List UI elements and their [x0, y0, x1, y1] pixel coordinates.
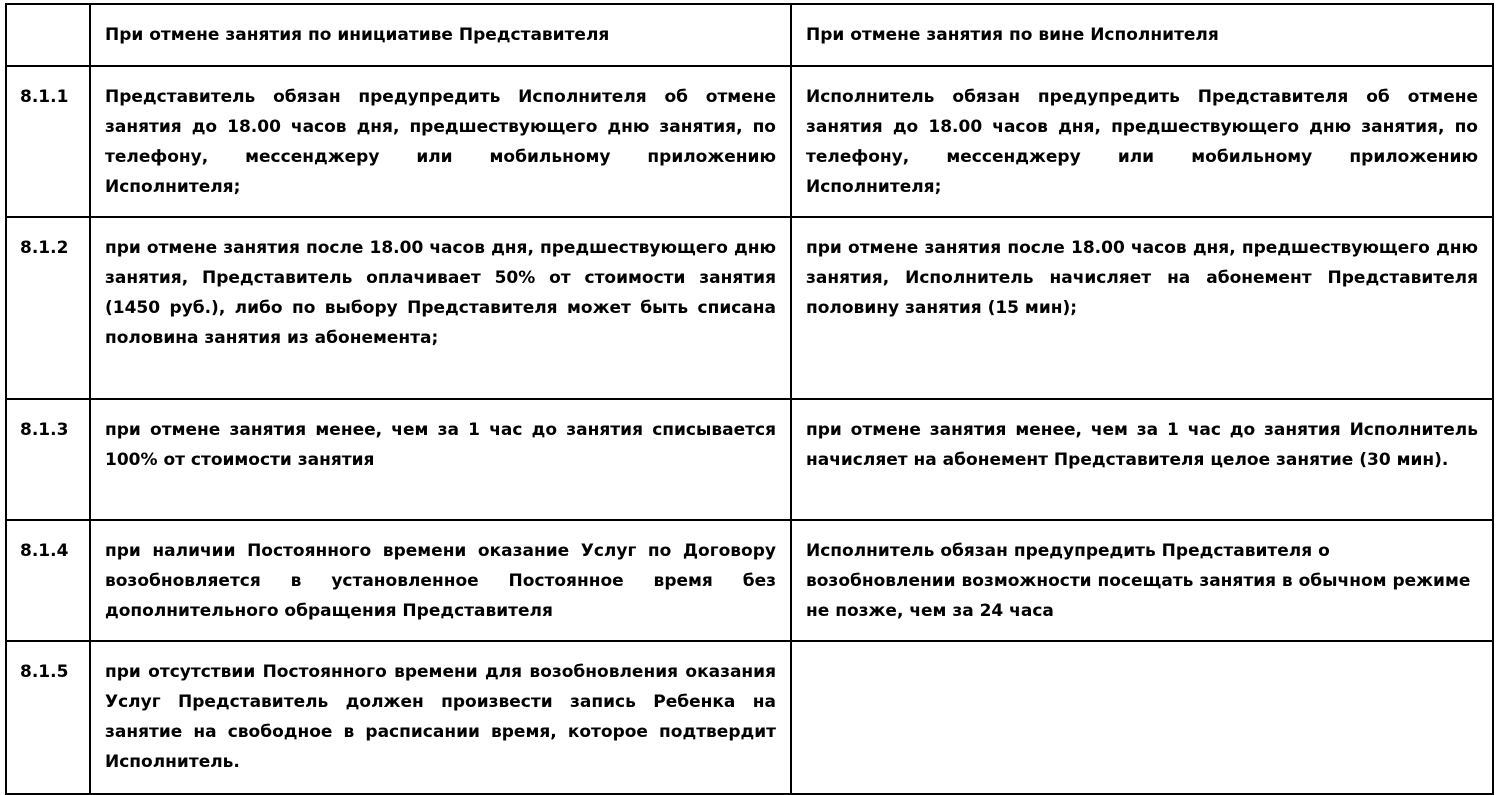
executor-text: при отмене занятия после 18.00 часов дня, предшествующего дню занятия, Исполнитель начисляет на абонемент Представителя половину занятия (15 мин);	[806, 238, 1478, 318]
cancellation-terms-table	[5, 3, 1494, 795]
executor-text: Исполнитель обязан предупредить Представителя о возобновлении возможности посещать занятия в обычном режиме не позже, чем за 24 часа	[806, 541, 1471, 621]
executor-cell	[791, 520, 1493, 641]
table-row	[6, 520, 1493, 641]
clause-number: 8.1.2	[6, 217, 90, 399]
table-row	[6, 66, 1493, 217]
representative-text: при отмене занятия после 18.00 часов дня, предшествующего дню занятия, Представитель оплачивает 50% от стоимости занятия (1450 руб.), либо по выбору Представителя может быть списана половина занятия из абонемента;	[105, 238, 776, 348]
representative-text: при отсутствии Постоянного времени для возобновления оказания Услуг Представитель должен произвести запись Ребенка на занятие на свободное в расписании время, которое подтвердит Исполнитель.	[105, 662, 776, 772]
executor-cell	[791, 399, 1493, 520]
table-row	[6, 399, 1493, 520]
clause-number: 8.1.1	[6, 66, 90, 217]
table-row	[6, 641, 1493, 794]
representative-cell	[90, 66, 791, 217]
table-row	[6, 217, 1493, 399]
clause-number: 8.1.5	[6, 641, 90, 794]
executor-cell	[791, 66, 1493, 217]
representative-text: Представитель обязан предупредить Исполнителя об отмене занятия до 18.00 часов дня, предшествующего дню занятия, по телефону, мессенджеру или мобильному приложению Исполнителя;	[105, 87, 776, 197]
representative-cell	[90, 217, 791, 399]
representative-text: при наличии Постоянного времени оказание Услуг по Договору возобновляется в установленное Постоянное время без дополнительного обращения Представителя	[105, 541, 776, 621]
clause-number: 8.1.3	[6, 399, 90, 520]
executor-cell	[791, 641, 1493, 794]
representative-cell	[90, 399, 791, 520]
table-header-row	[6, 4, 1493, 66]
representative-cell	[90, 520, 791, 641]
executor-text: Исполнитель обязан предупредить Представителя об отмене занятия до 18.00 часов дня, предшествующего дню занятия, по телефону, мессенджеру или мобильному приложению Исполнителя;	[806, 87, 1478, 197]
header-number-cell	[6, 4, 90, 66]
header-executor-cell: При отмене занятия по вине Исполнителя	[791, 4, 1493, 66]
clause-number: 8.1.4	[6, 520, 90, 641]
representative-text: при отмене занятия менее, чем за 1 час до занятия списывается 100% от стоимости занятия	[105, 420, 776, 470]
executor-text: при отмене занятия менее, чем за 1 час до занятия Исполнитель начисляет на абонемент Представителя целое занятие (30 мин).	[806, 420, 1478, 470]
representative-cell	[90, 641, 791, 794]
header-representative-cell: При отмене занятия по инициативе Представителя	[90, 4, 791, 66]
executor-cell	[791, 217, 1493, 399]
